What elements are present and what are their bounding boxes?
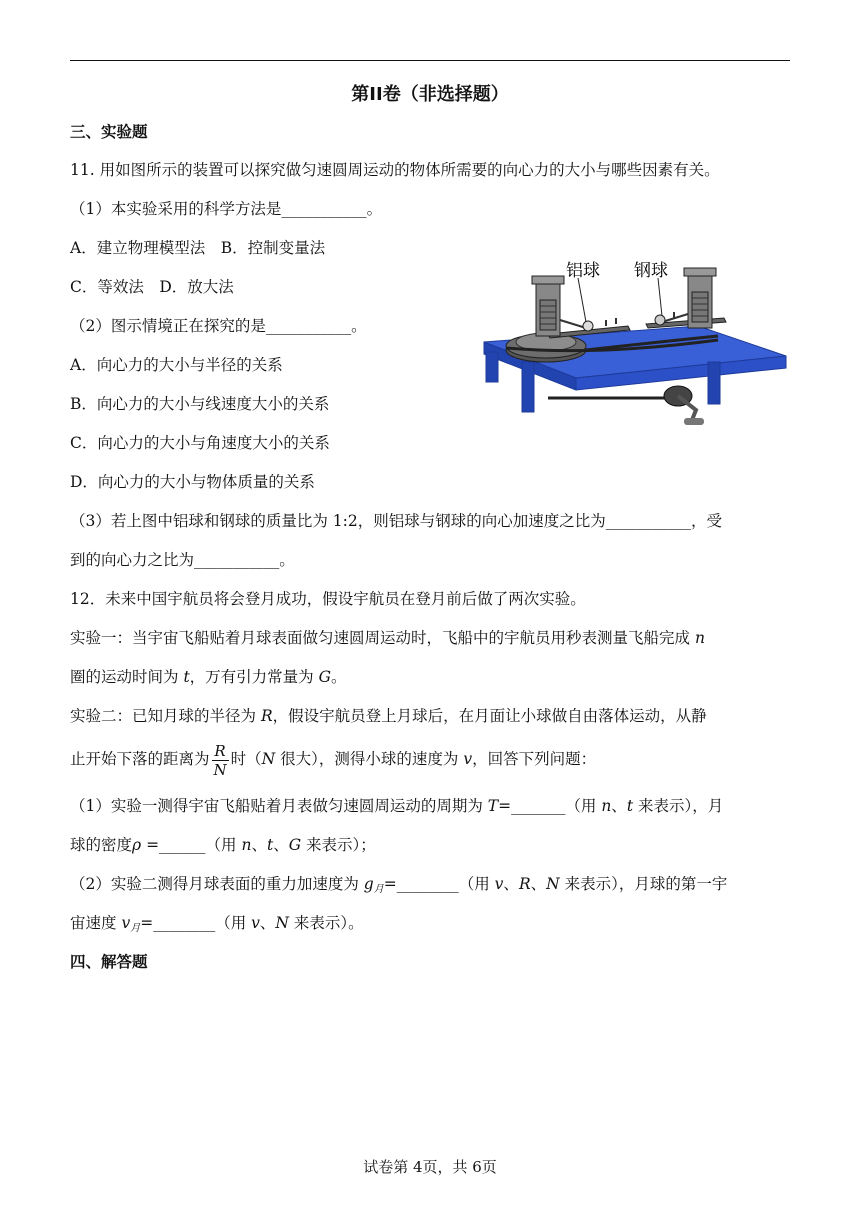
aluminum-ball-icon xyxy=(583,321,593,331)
page-footer: 试卷第 4页，共 6页 xyxy=(363,1158,497,1176)
q12-stem: 12．未来中国宇航员将会登月成功，假设宇航员在登月前后做了两次实验。 xyxy=(70,590,586,608)
q12-sub2-line2: 宙速度 $v_月=\_\_\_\_\_\_\_\_$（用 v、N 来表示）。 xyxy=(70,914,364,934)
q12-experiment1-line1: 实验一：当宇宙飞船贴着月球表面做匀速圆周运动时，飞船中的宇航员用秒表测量飞船完成 n xyxy=(70,629,705,647)
aluminum-ball-label: 铝球 xyxy=(566,261,600,281)
q11-sub2-option-c: C．向心力的大小与角速度大小的关系 xyxy=(70,434,330,452)
q11-sub1-options-cd: C．等效法 D．放大法 xyxy=(70,278,234,296)
header-rule xyxy=(70,60,790,61)
q12-sub2-line1: （2）实验二测得月球表面的重力加速度为 $g_月=\_\_\_\_\_\_\_\_$（用 v、R、N 来表示），月球的第一宇 xyxy=(70,875,728,895)
section-3-title: 三、实验题 xyxy=(70,123,148,141)
q12-experiment2-line1: 实验二：已知月球的半径为 R，假设宇航员登上月球后，在月面让小球做自由落体运动，从静 xyxy=(70,707,707,725)
q11-sub2-option-b: B．向心力的大小与线速度大小的关系 xyxy=(70,395,330,413)
q11-sub2: （2）图示情境正在探究的是___________。 xyxy=(70,317,367,335)
q12-sub1-line1: （1）实验一测得宇宙飞船贴着月表做匀速圆周运动的周期为 T=_______（用 n、t 来表示），月 xyxy=(70,797,724,815)
section-4-title: 四、解答题 xyxy=(70,953,148,971)
fraction-R-over-N: $\frac{R}{N}$ xyxy=(213,741,227,779)
q11-sub1-options-ab: A．建立物理模型法 B．控制变量法 xyxy=(70,239,326,257)
q12-experiment1-line2: 圈的运动时间为 t，万有引力常量为 G。 xyxy=(70,668,347,686)
steel-ball-label: 钢球 xyxy=(634,261,668,281)
q11-sub1: （1）本实验采用的科学方法是___________。 xyxy=(70,200,383,218)
centripetal-force-apparatus-figure xyxy=(478,260,788,430)
steel-ball-icon xyxy=(655,315,665,325)
q12-sub1-line2: 球的密度ρ =______（用 n、t、G 来表示）； xyxy=(70,836,376,854)
page-title: 第II卷（非选择题） xyxy=(351,84,509,105)
q11-sub3-line1: （3）若上图中铝球和钢球的质量比为 1:2，则铝球与钢球的向心加速度之比为___________，受 xyxy=(70,512,722,530)
q12-experiment2-line2: 止开始下落的距离为 $\frac{R}{N}$ 时（N 很大），测得小球的速度为 v，回答下列问题： xyxy=(70,741,597,779)
q11-sub2-option-d: D．向心力的大小与物体质量的关系 xyxy=(70,473,315,491)
q11-sub2-option-a: A．向心力的大小与半径的关系 xyxy=(70,356,283,374)
q11-stem: 11. 用如图所示的装置可以探究做匀速圆周运动的物体所需要的向心力的大小与哪些因素有关。 xyxy=(70,161,720,179)
q11-sub3-line2: 到的向心力之比为___________。 xyxy=(70,551,295,569)
